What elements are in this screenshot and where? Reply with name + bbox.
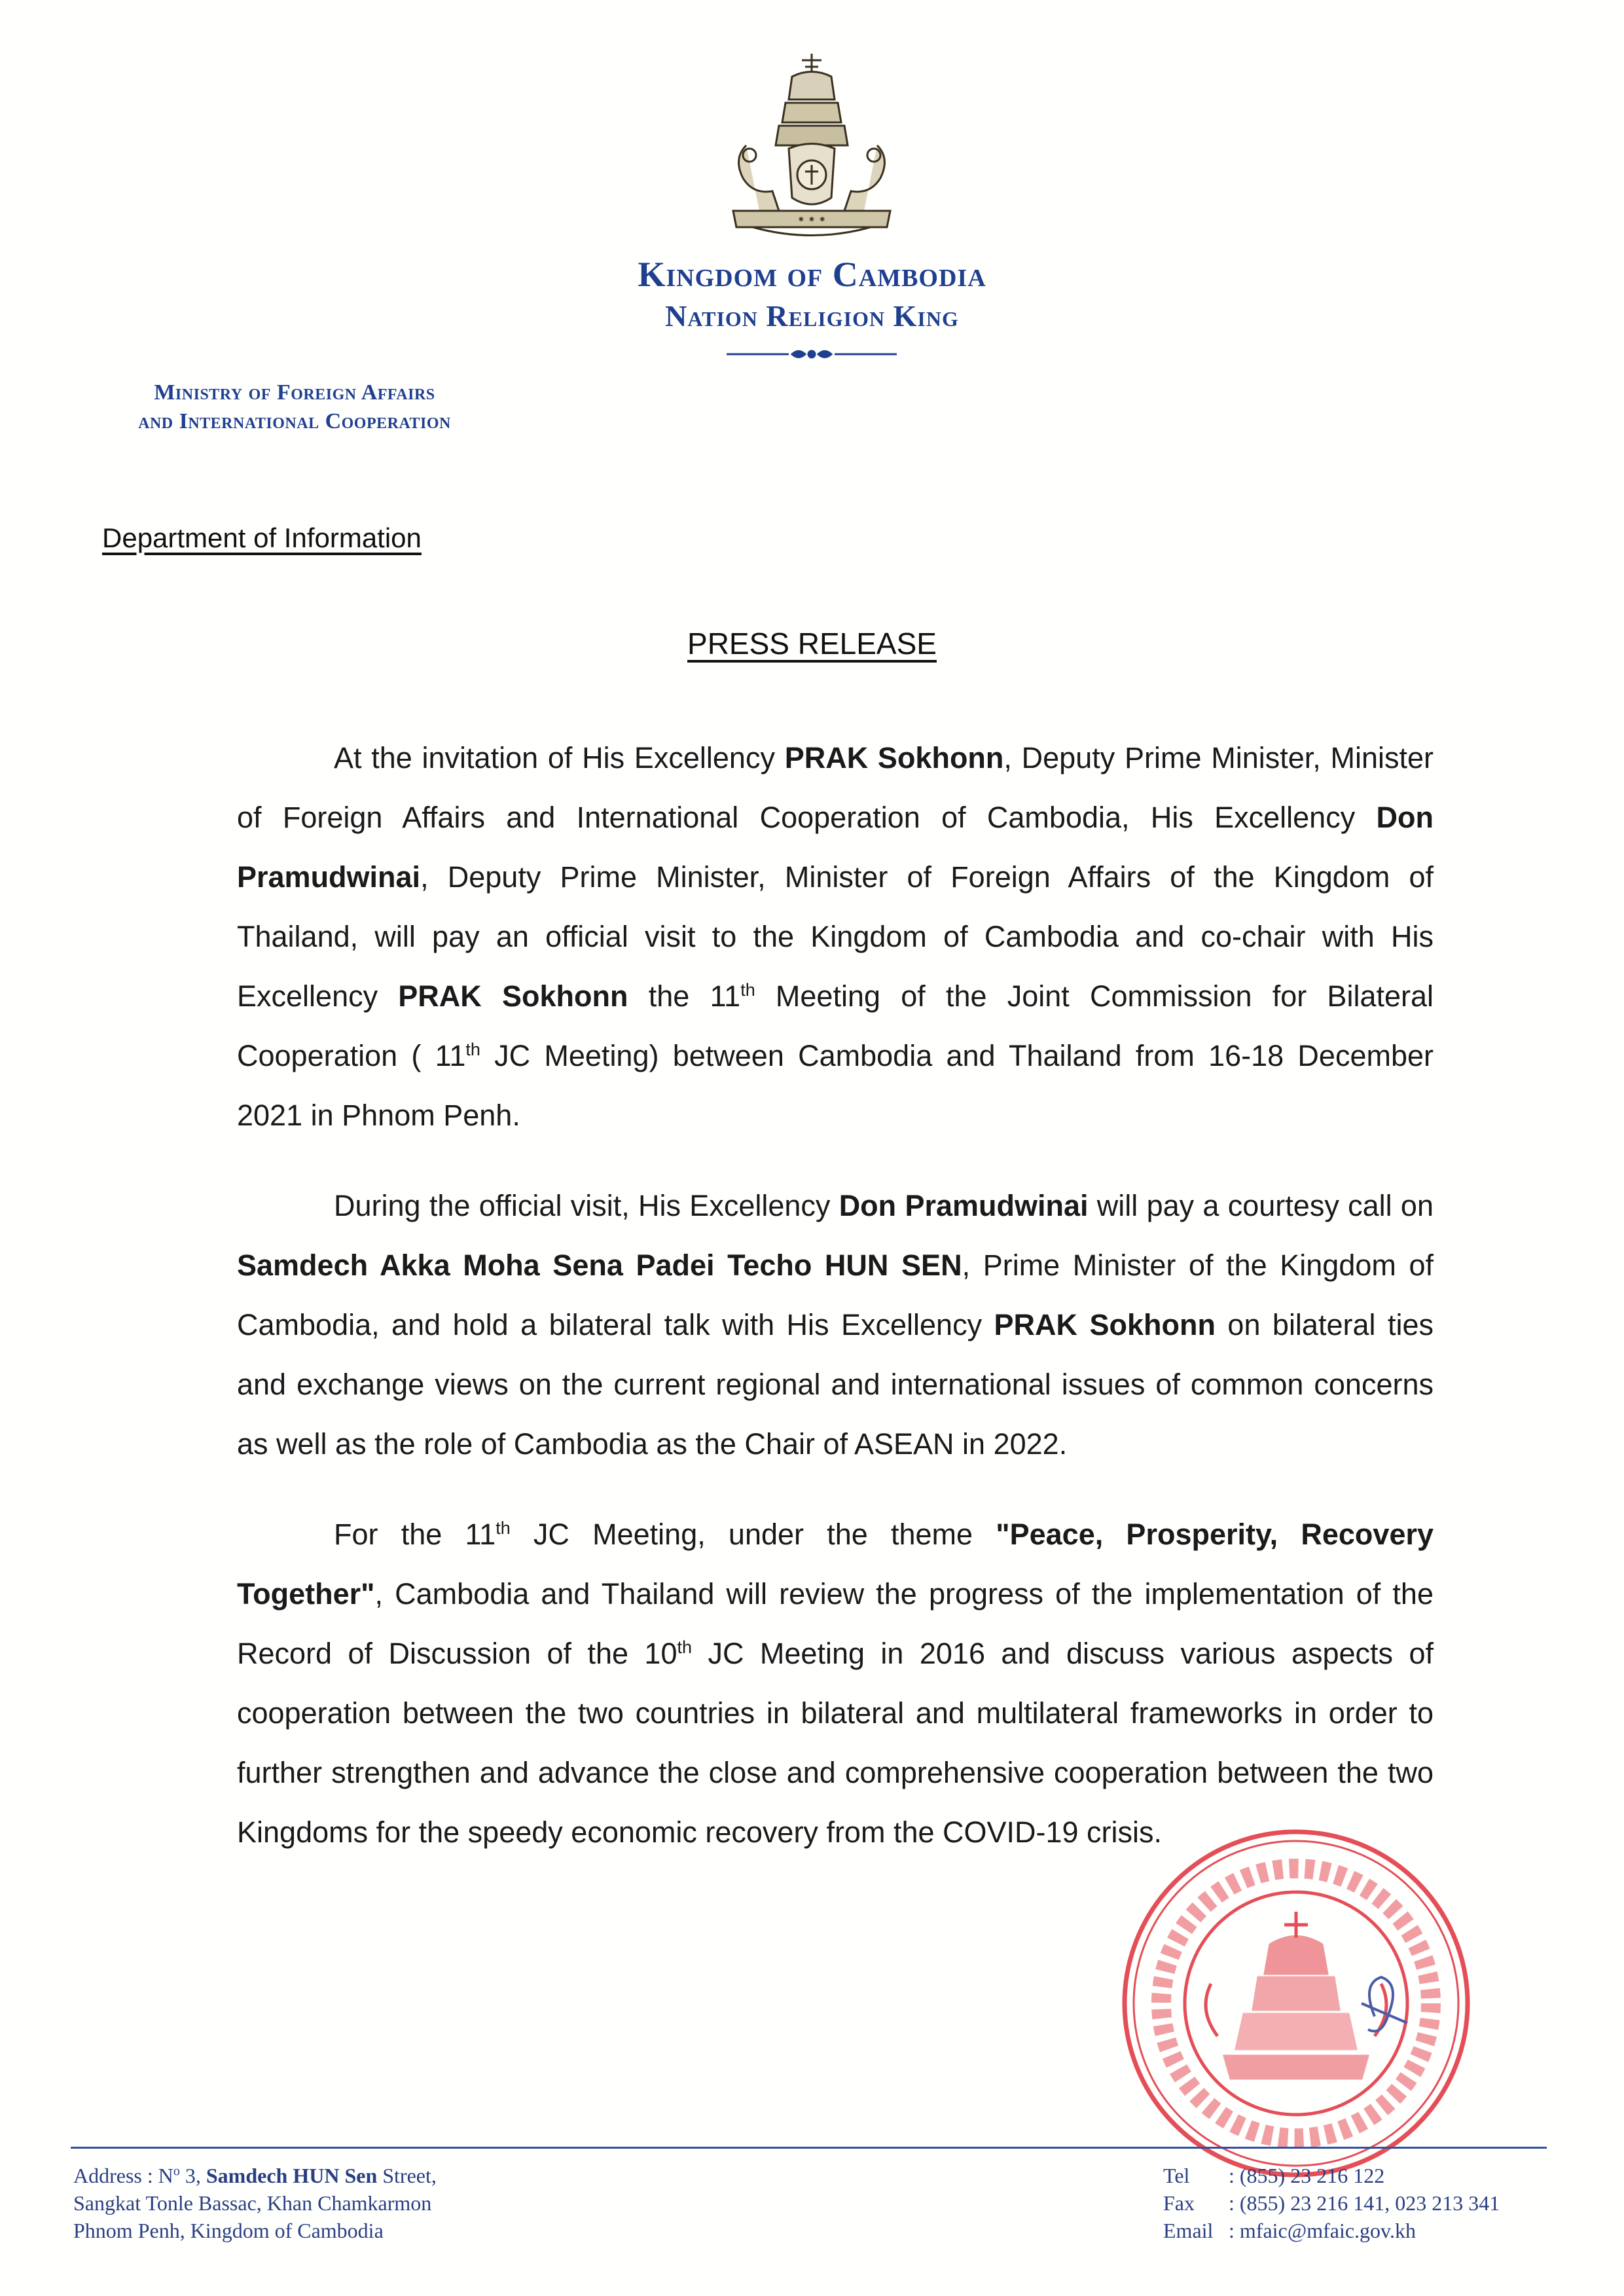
department-label: Department of Information bbox=[102, 522, 422, 553]
press-release-body bbox=[237, 728, 1434, 1893]
ministry-line-2: and International Cooperation bbox=[138, 409, 451, 433]
bold-run: PRAK Sokhonn bbox=[784, 741, 1004, 774]
number-abbrev-sup: o bbox=[173, 2164, 180, 2179]
fax-value: : (855) 23 216 141, 023 213 341 bbox=[1229, 2191, 1500, 2215]
tel-label: Tel bbox=[1163, 2164, 1190, 2187]
text-run: will pay a courtesy call on bbox=[1088, 1189, 1434, 1222]
address-label: Address : N bbox=[73, 2164, 173, 2187]
svg-text:⁕ ⁕ ⁕: ⁕ ⁕ ⁕ bbox=[797, 215, 827, 225]
text-run: , Deputy Prime Minister, Minister of Foreign Affairs of the Kingdom of Thailand, will pay an official visit to the Kingdom of Cambodia and co-chair with His Excellency bbox=[237, 860, 1434, 1013]
address-line-2: Sangkat Tonle Bassac, Khan Chamkarmon bbox=[73, 2191, 432, 2215]
address-line-1 bbox=[73, 2162, 437, 2189]
official-seal-stamp-icon bbox=[1113, 1820, 1479, 2187]
text-run: During the official visit, His Excellency bbox=[334, 1189, 839, 1222]
address-street-rest: Street, bbox=[377, 2164, 437, 2187]
bold-run: Samdech Akka Moha Sena Padei Techo HUN SEN bbox=[237, 1248, 962, 1282]
address-line-3: Phnom Penh, Kingdom of Cambodia bbox=[73, 2219, 384, 2242]
bold-run: "Peace, Prosperity, Recovery Together" bbox=[237, 1518, 1434, 1611]
tel-row bbox=[1163, 2162, 1500, 2189]
paragraph-3 bbox=[237, 1504, 1434, 1862]
ministry-name bbox=[65, 378, 524, 436]
footer-contact bbox=[1163, 2162, 1500, 2244]
email-label: Email bbox=[1163, 2219, 1214, 2242]
bold-run: Don Pramudwinai bbox=[839, 1189, 1089, 1222]
bold-run: Don Pramudwinai bbox=[237, 801, 1434, 894]
text-run: the 11 bbox=[628, 979, 741, 1013]
paragraph-2 bbox=[237, 1176, 1434, 1474]
ordinal-suffix: th bbox=[677, 1637, 693, 1657]
country-name-heading: Kingdom of Cambodia bbox=[638, 255, 986, 294]
ordinal-suffix: th bbox=[496, 1518, 511, 1538]
text-run: JC Meeting in 2016 and discuss various aspects of cooperation between the two countries in bilateral and multilateral frameworks in order to further strengthen and advance the close and comprehensive cooperation between the two Kingdoms for the speedy economic recovery from the COVID-19 crisis. bbox=[237, 1637, 1434, 1849]
footer-address bbox=[73, 2162, 437, 2244]
ordinal-suffix: th bbox=[465, 1040, 480, 1059]
text-run: For the 11 bbox=[334, 1518, 496, 1551]
text-run: At the invitation of His Excellency bbox=[334, 741, 785, 774]
text-run: , Cambodia and Thailand will review the progress of the implementation of the Record of Discussion of the 10 bbox=[237, 1577, 1434, 1670]
address-street-bold: Samdech HUN Sen bbox=[206, 2164, 378, 2187]
text-run: Meeting of the Joint Commission for Bilateral Cooperation ( 11 bbox=[237, 979, 1434, 1072]
tel-value: : (855) 23 216 122 bbox=[1229, 2164, 1385, 2187]
bold-run: PRAK Sokhonn bbox=[398, 979, 628, 1013]
bold-run: PRAK Sokhonn bbox=[994, 1308, 1216, 1341]
footer-divider bbox=[71, 2147, 1547, 2149]
paragraph-1 bbox=[237, 728, 1434, 1145]
fax-row bbox=[1163, 2189, 1500, 2217]
ministry-line-1: Ministry of Foreign Affairs bbox=[154, 380, 435, 405]
email-row bbox=[1163, 2217, 1500, 2244]
text-run: JC Meeting, under the theme bbox=[510, 1518, 996, 1551]
national-motto: Nation Religion King bbox=[665, 299, 959, 333]
address-number: 3, bbox=[179, 2164, 206, 2187]
royal-coat-of-arms-emblem bbox=[707, 47, 916, 250]
fax-label: Fax bbox=[1163, 2191, 1195, 2215]
text-run: on bilateral ties and exchange views on the current regional and international issues of common concerns as well as the role of Cambodia as the Chair of ASEAN in 2022. bbox=[237, 1308, 1434, 1461]
ordinal-suffix: th bbox=[740, 980, 755, 1000]
text-run: , Prime Minister of the Kingdom of Cambodia, and hold a bilateral talk with His Excellency bbox=[237, 1248, 1434, 1341]
text-run: , Deputy Prime Minister, Minister of Foreign Affairs and International Cooperation of Cambodia, His Excellency bbox=[237, 741, 1434, 834]
email-value: : mfaic@mfaic.gov.kh bbox=[1229, 2219, 1416, 2242]
press-release-title: PRESS RELEASE bbox=[687, 627, 937, 661]
ornamental-divider-icon bbox=[727, 347, 897, 361]
text-run: JC Meeting) between Cambodia and Thailand from 16-18 December 2021 in Phnom Penh. bbox=[237, 1039, 1434, 1132]
